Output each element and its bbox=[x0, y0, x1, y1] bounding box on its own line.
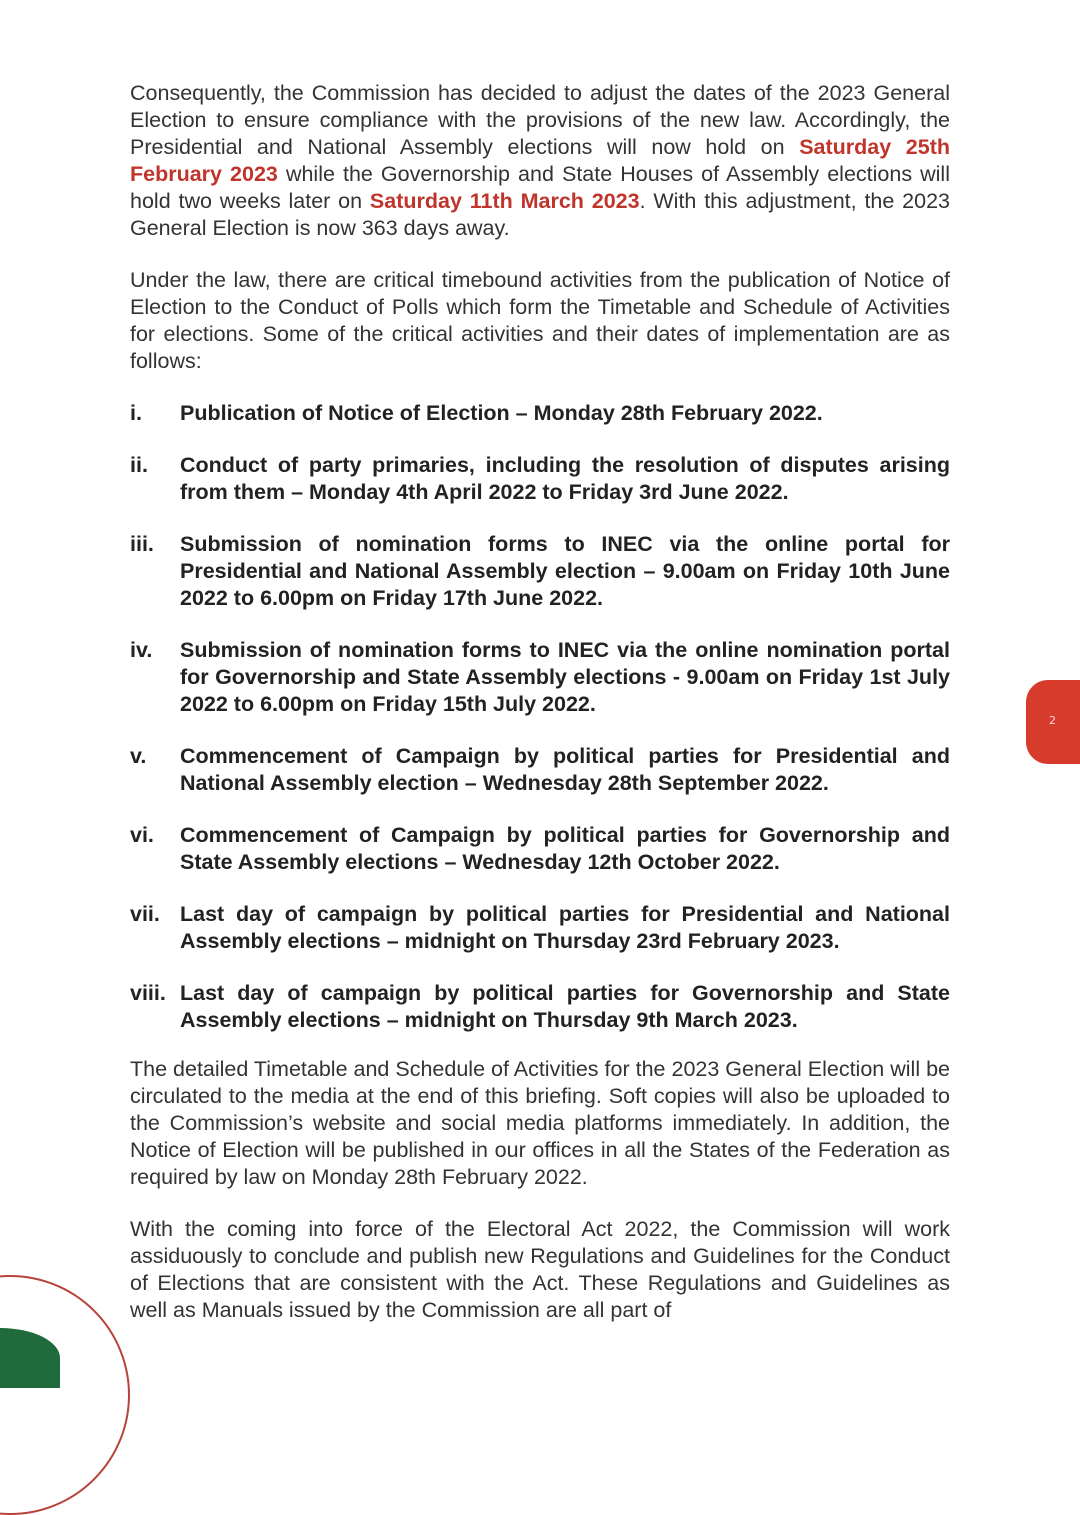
item-text: Submission of nomination forms to INEC via the online nomination portal for Governorship and State Assembly elections - 9.00am on Friday 1st July 2022 to 6.00pm on Friday 15th July 2022. bbox=[180, 638, 950, 716]
list-item bbox=[130, 901, 950, 955]
item-number: v. bbox=[130, 744, 147, 768]
highlight-presidential-date: Saturday 25th February 2023 bbox=[130, 135, 950, 186]
item-text: Submission of nomination forms to INEC via the online portal for Presidential and National Assembly election – 9.00am on Friday 10th June 2022 to 6.00pm on Friday 17th June 2022. bbox=[180, 532, 950, 610]
paragraph-timetable-circulation: The detailed Timetable and Schedule of Activities for the 2023 General Election will be circulated to the media at the end of this briefing. Soft copies will also be uploaded to the Commission’s website and social media platforms immediately. In addition, the Notice of Election will be published in our offices in all the States of the Federation as required by law on Monday 28th February 2022. bbox=[130, 1057, 950, 1189]
item-text: Commencement of Campaign by political parties for Governorship and State Assembly elections – Wednesday 12th October 2022. bbox=[180, 823, 950, 874]
activities-list bbox=[130, 400, 950, 1034]
item-text: Last day of campaign by political parties for Presidential and National Assembly elections – midnight on Thursday 23rd February 2023. bbox=[180, 902, 950, 953]
item-text: Publication of Notice of Election – Monday 28th February 2022. bbox=[180, 401, 823, 425]
list-item bbox=[130, 531, 950, 612]
paragraph-timebound-activities: Under the law, there are critical timebound activities from the publication of Notice of Election to the Conduct of Polls which form the Timetable and Schedule of Activities for elections. Some of the critical activities and their dates of implementation are as follows: bbox=[130, 268, 950, 373]
item-number: iii. bbox=[130, 532, 154, 556]
list-item bbox=[130, 400, 950, 427]
item-number: ii. bbox=[130, 453, 148, 477]
paragraph-election-dates: Consequently, the Commission has decided to adjust the dates of the 2023 General Election to ensure compliance with the provisions of the new law. Accordingly, the Presidential and National Assembly elections will now hold on Saturday 25th February 2023 while the Governorship and State Houses of Assembly elections will hold two weeks later on Saturday 11th March 2023. With this adjustment, the 2023 General Election is now 363 days away. bbox=[130, 81, 950, 240]
highlight-governorship-date: Saturday 11th March 2023 bbox=[369, 189, 640, 213]
list-item bbox=[130, 637, 950, 718]
document-body bbox=[130, 80, 950, 1324]
paragraph-regulations: With the coming into force of the Electoral Act 2022, the Commission will work assiduously to conclude and publish new Regulations and Guidelines for the Conduct of Elections that are consistent with the Act. These Regulations and Guidelines as well as Manuals issued by the Commission are all part of bbox=[130, 1217, 950, 1322]
list-item bbox=[130, 452, 950, 506]
item-text: Last day of campaign by political parties for Governorship and State Assembly elections – midnight on Thursday 9th March 2023. bbox=[180, 981, 950, 1032]
list-item bbox=[130, 743, 950, 797]
list-item bbox=[130, 980, 950, 1034]
item-number: iv. bbox=[130, 638, 153, 662]
logo-arc bbox=[0, 1275, 130, 1515]
page-number: 2 bbox=[1049, 714, 1056, 727]
item-text: Commencement of Campaign by political parties for Presidential and National Assembly election – Wednesday 28th September 2022. bbox=[180, 744, 950, 795]
item-number: viii. bbox=[130, 981, 166, 1005]
item-number: i. bbox=[130, 401, 142, 425]
item-number: vi. bbox=[130, 823, 154, 847]
list-item bbox=[130, 822, 950, 876]
item-text: Conduct of party primaries, including the resolution of disputes arising from them – Monday 4th April 2022 to Friday 3rd June 2022. bbox=[180, 453, 950, 504]
item-number: vii. bbox=[130, 902, 160, 926]
